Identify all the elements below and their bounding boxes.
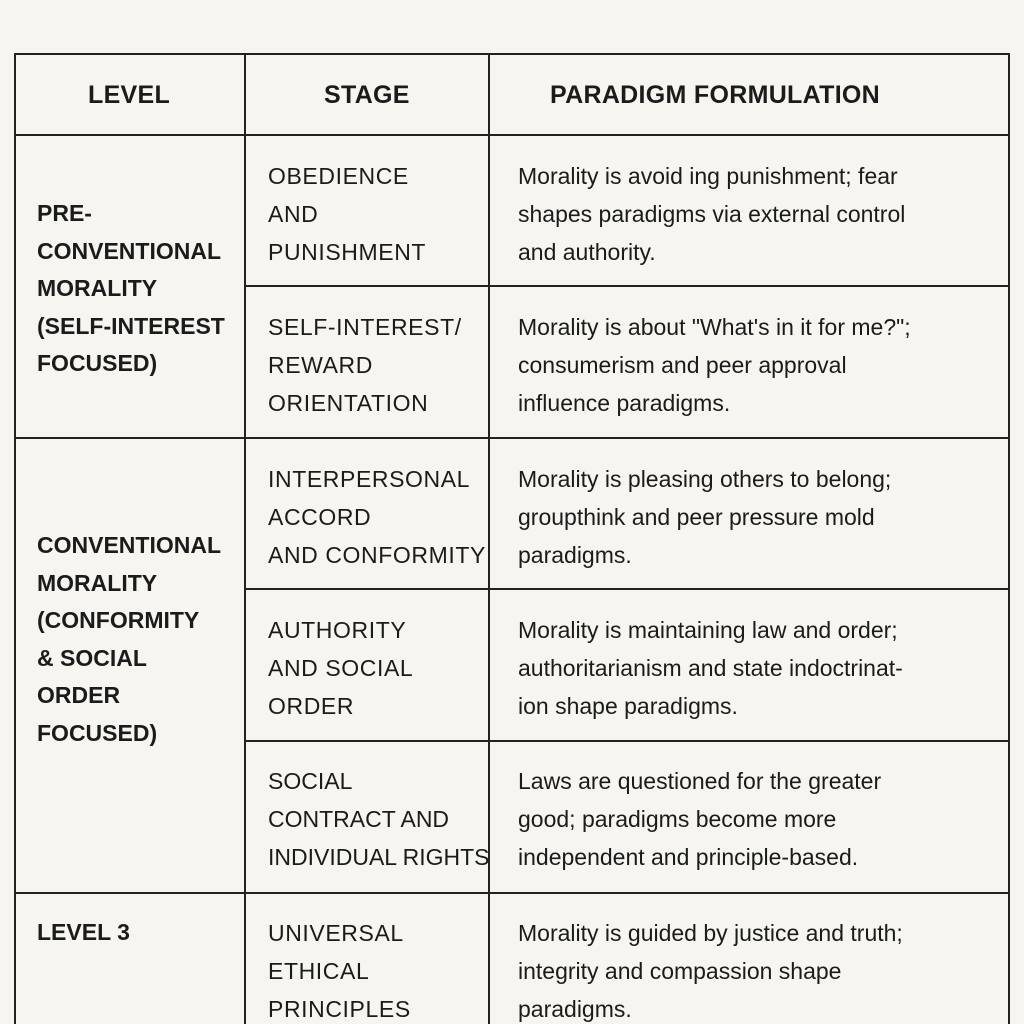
level-label: LEVEL 3	[37, 919, 130, 945]
paradigm-text: Morality is pleasing others to belong; groupthink and peer pressure mold paradigms.	[518, 466, 892, 568]
row-divider	[246, 740, 1008, 742]
row-divider	[246, 588, 1008, 590]
header-stage: STAGE	[324, 80, 410, 109]
morality-table	[14, 53, 1010, 1024]
paradigm-text: Morality is avoid ing punishment; fear shapes paradigms via external control and authority.	[518, 163, 906, 265]
stage-label: SOCIAL CONTRACT AND INDIVIDUAL RIGHTS	[268, 768, 490, 870]
header-paradigm-formulation: PARADIGM FORMULATION	[550, 80, 881, 109]
paradigm-text: Morality is maintaining law and order; authoritarianism and state indoctrinat- ion shape paradigms.	[518, 617, 903, 719]
level-label: PRE- CONVENTIONAL MORALITY (SELF-INTEREST FOCUSED)	[37, 200, 225, 376]
paradigm-text: Morality is guided by justice and truth; integrity and compassion shape paradigms.	[518, 920, 903, 1022]
header-level: LEVEL	[88, 80, 171, 109]
level-divider	[16, 892, 1008, 894]
paradigm-text: Laws are questioned for the greater good; paradigms become more independent and principle-based.	[518, 768, 882, 870]
level-label: CONVENTIONAL MORALITY (CONFORMITY & SOCIAL ORDER FOCUSED)	[37, 532, 221, 746]
stage-label: SELF-INTEREST/ REWARD ORIENTATION	[268, 314, 462, 416]
row-divider	[246, 285, 1008, 287]
level-divider	[16, 437, 1008, 439]
stage-label: UNIVERSAL ETHICAL PRINCIPLES	[268, 920, 411, 1022]
paradigm-text: Morality is about "What's in it for me?"; consumerism and peer approval influence paradigms.	[518, 314, 911, 416]
stage-label: AUTHORITY AND SOCIAL ORDER	[268, 617, 414, 719]
stage-label: INTERPERSONAL ACCORD AND CONFORMITY	[268, 466, 486, 568]
stage-label: OBEDIENCE AND PUNISHMENT	[268, 163, 427, 265]
